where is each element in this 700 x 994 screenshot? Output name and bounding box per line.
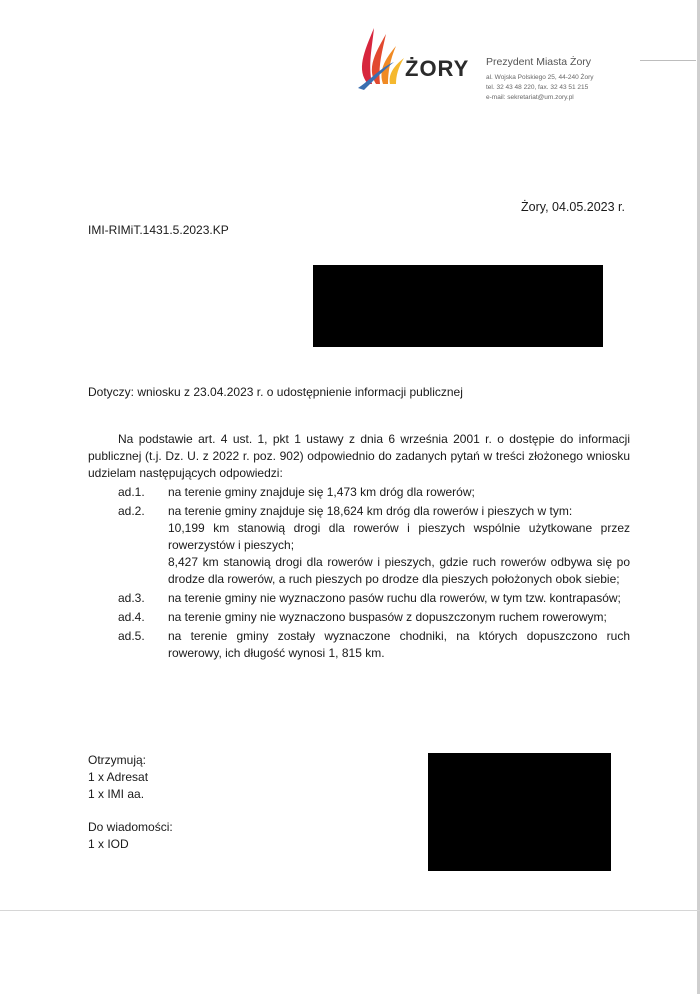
office-block <box>486 56 594 103</box>
answer-label: ad.4. <box>118 610 145 624</box>
footer-rule <box>0 910 700 911</box>
address-line: al. Wojska Polskiego 25, 44-240 Żory <box>486 74 594 81</box>
answer-label: ad.5. <box>118 629 145 643</box>
flame-stripes-logo-icon <box>350 22 410 92</box>
redacted-addressee <box>313 265 603 347</box>
answer-label: ad.2. <box>118 504 145 518</box>
office-title: Prezydent Miasta Żory <box>486 56 592 68</box>
email-line: e-mail: sekretariat@um.zory.pl <box>486 94 574 101</box>
recipients-heading: Otrzymują: <box>88 753 147 767</box>
answer-item <box>88 503 630 588</box>
answer-item <box>88 609 630 626</box>
answer-item <box>88 484 630 501</box>
answer-label: ad.3. <box>118 591 145 605</box>
answer-label: ad.1. <box>118 485 145 499</box>
letter-date: Żory, 04.05.2023 r. <box>521 200 625 214</box>
reference-number: IMI-RIMiT.1431.5.2023.KP <box>88 223 229 237</box>
redacted-signature <box>428 753 611 871</box>
recipient-item: 1 x IMI aa. <box>88 787 145 801</box>
answer-text: na terenie gminy nie wyznaczono buspasów z dopuszczonym ruchem rowerowym; <box>168 610 607 624</box>
letter-body <box>88 431 630 664</box>
recipients-block <box>88 752 173 853</box>
answer-text: na terenie gminy zostały wyznaczone chodniki, na których dopuszczono ruch rowerowy, ich długość wynosi 1, 815 km. <box>168 629 630 660</box>
intro-paragraph: Na podstawie art. 4 ust. 1, pkt 1 ustawy z dnia 6 września 2001 r. o dostępie do informacji publicznej (t.j. Dz. U. z 2022 r. poz. 902) odpowiednio do zadanych pytań w treści złożonego wniosku udzielam następujących odpowiedzi: <box>88 432 630 480</box>
answer-text: na terenie gminy nie wyznaczono pasów ruchu dla rowerów, w tym tzw. kontrapasów; <box>168 591 621 605</box>
header-rule <box>640 60 696 61</box>
cc-item: 1 x IOD <box>88 837 129 851</box>
brand-wordmark: ŻORY <box>405 56 470 81</box>
letter-subject: Dotyczy: wniosku z 23.04.2023 r. o udostępnienie informacji publicznej <box>88 385 463 399</box>
phone-line: tel. 32 43 48 220, fax. 32 43 51 215 <box>486 84 589 91</box>
recipient-item: 1 x Adresat <box>88 770 149 784</box>
answer-item <box>88 590 630 607</box>
answer-text: na terenie gminy znajduje się 18,624 km dróg dla rowerów i pieszych w tym: <box>168 504 573 518</box>
answer-item <box>88 628 630 662</box>
answer-text: na terenie gminy znajduje się 1,473 km dróg dla rowerów; <box>168 485 475 499</box>
answer-text: 10,199 km stanowią drogi dla rowerów i pieszych wspólnie użytkowane przez rowerzystów i pieszych; <box>168 521 630 552</box>
cc-heading: Do wiadomości: <box>88 820 173 834</box>
answer-text: 8,427 km stanowią drogi dla rowerów i pieszych, gdzie ruch rowerów odbywa się po drodze dla rowerów, a ruch pieszych po drodze dla pieszych położonych obok siebie; <box>168 555 630 586</box>
